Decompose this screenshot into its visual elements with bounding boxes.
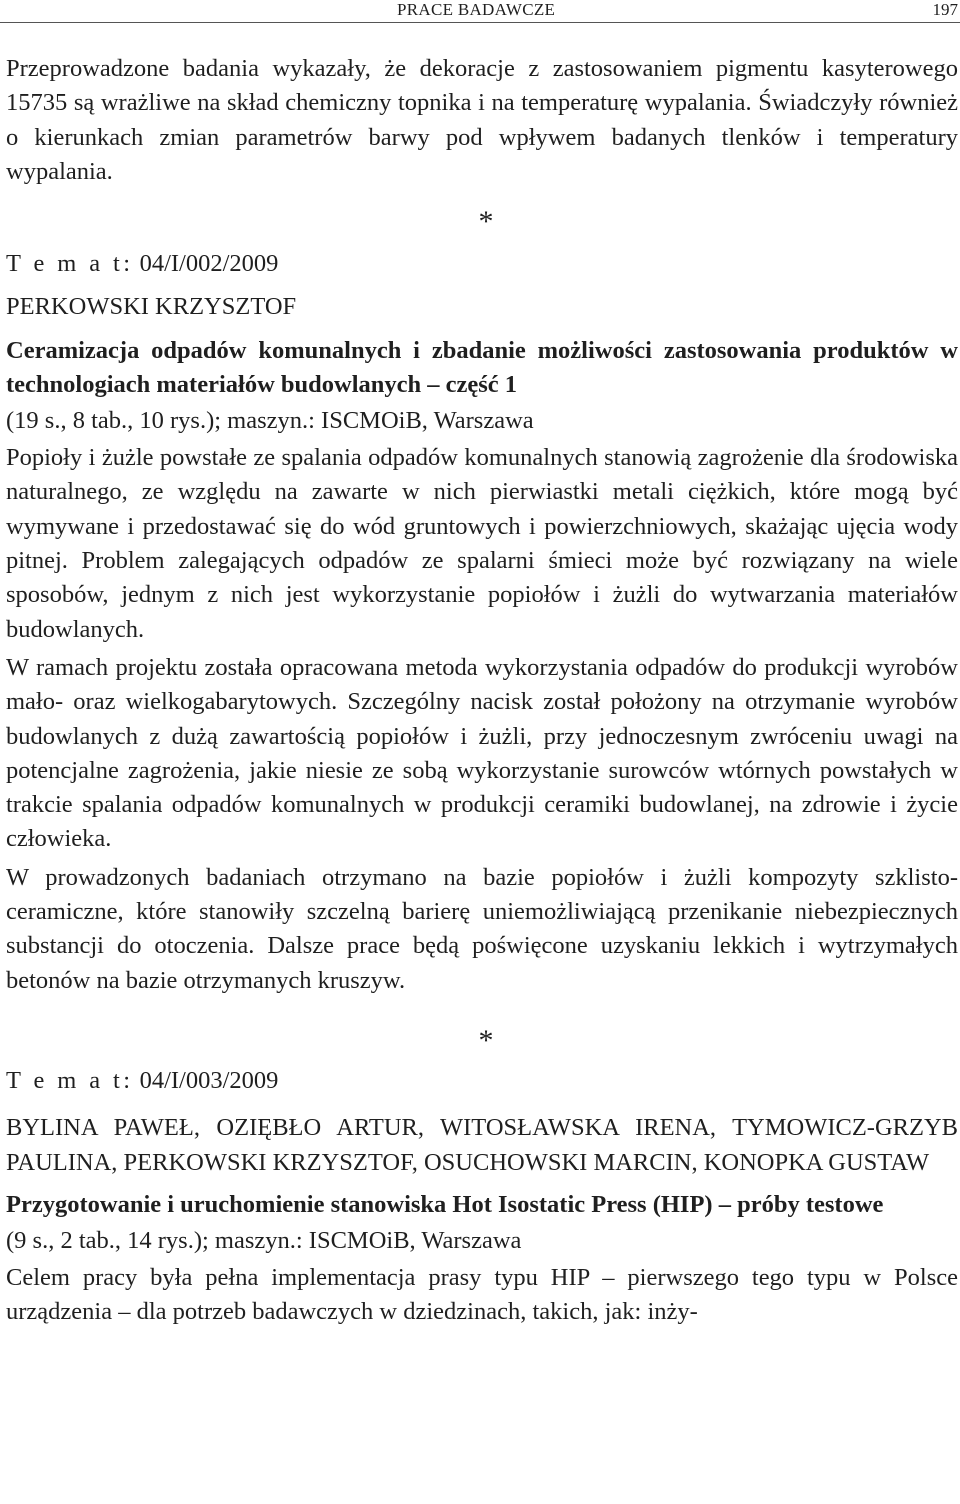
abstract-paragraph: Celem pracy była pełna implementacja prasy typu HIP – pierwszego tego typu w Polsce urządzenia – dla potrzeb badawczych w dziedzinach, takich, jak: inży- (6, 1263, 958, 1326)
intro-paragraph: Przeprowadzone badania wykazały, że dekoracje z zastosowaniem pigmentu kasyterowego 15735 są wrażliwe na skład chemiczny topnika i na temperaturę wypalania. Świadczyły również o kierunkach zmian parametrów barwy pod wpływem badanych tlenków i temperatury wypalania. (6, 55, 958, 185)
abstract-paragraph: W prowadzonych badaniach otrzymano na bazie popiołów i żużli kompozyty szklisto-ceramiczne, które stanowiły szczelną barierę uniemożliwiającą przenikanie niebezpiecznych substancji do otoczenia. Dalsze prace będą poświęcone uzyskaniu lekkich i wytrzymałych betonów na bazie otrzymanych kruszyw. (6, 863, 958, 994)
authors: PERKOWSKI KRZYSZTOF (6, 293, 297, 321)
report-title: Przygotowanie i uruchomienie stanowiska Hot Isostatic Press (HIP) – próby testowe (6, 1190, 884, 1218)
topic-number: 04/I/002/2009 (139, 250, 279, 278)
topic-number: 04/I/003/2009 (139, 1066, 279, 1094)
report-entry (6, 247, 958, 998)
topic-line (6, 1064, 958, 1098)
topic-label: T e m a t: (6, 1066, 134, 1094)
page-header (0, 0, 960, 23)
abstract-paragraph: W ramach projektu została opracowana metoda wykorzystania odpadów do produkcji wyrobów mało- oraz wielkogabarytowych. Szczególny nacisk został położony na otrzymanie wyrobów budowlanych z dużą zawartością popiołów i żużli, przy jednoczesnym zwróceniu uwagi na potencjalne zagrożenia, jakie niesie ze sobą wykorzystanie surowców wtórnych powstałych w trakcie spalania odpadów komunalnych w produkcji ceramiki budowlanej, na zdrowie i życie człowieka. (6, 653, 958, 853)
report-entry (6, 1064, 958, 1330)
abstract-paragraph: Popioły i żużle powstałe ze spalania odpadów komunalnych stanowią zagrożenie dla środowiska naturalnego, ze względu na zawarte w nich pierwiastki metali ciężkich, które mogą być wymywane i przedostawać się do wód gruntowych i powierzchniowych, skażając ujęcia wody pitnej. Problem zalegających odpadów ze spalarni śmieci może być rozwiązany na wiele sposobów, jednym z nich jest wykorzystanie popiołów i żużli do wytwarzania materiałów budowlanych. (6, 444, 958, 643)
section-separator: * (478, 1023, 494, 1057)
page-content (6, 52, 958, 1330)
report-meta: (19 s., 8 tab., 10 rys.); maszyn.: ISCMOiB, Warszawa (6, 407, 534, 435)
section-separator: * (478, 205, 494, 239)
running-title: PRACE BADAWCZE (397, 0, 556, 19)
topic-label: T e m a t: (6, 250, 134, 278)
authors: BYLINA PAWEŁ, OZIĘBŁO ARTUR, WITOSŁAWSKA IRENA, TYMOWICZ-GRZYB PAULINA, PERKOWSKI KRZYSZTOF, OSUCHOWSKI MARCIN, KONOPKA GUSTAW (6, 1113, 958, 1176)
report-meta: (9 s., 2 tab., 14 rys.); maszyn.: ISCMOiB, Warszawa (6, 1226, 522, 1254)
topic-line (6, 247, 958, 281)
report-title: Ceramizacja odpadów komunalnych i zbadanie możliwości zastosowania produktów w technologiach materiałów budowlanych – część 1 (6, 337, 958, 399)
page-number: 197 (932, 0, 958, 19)
